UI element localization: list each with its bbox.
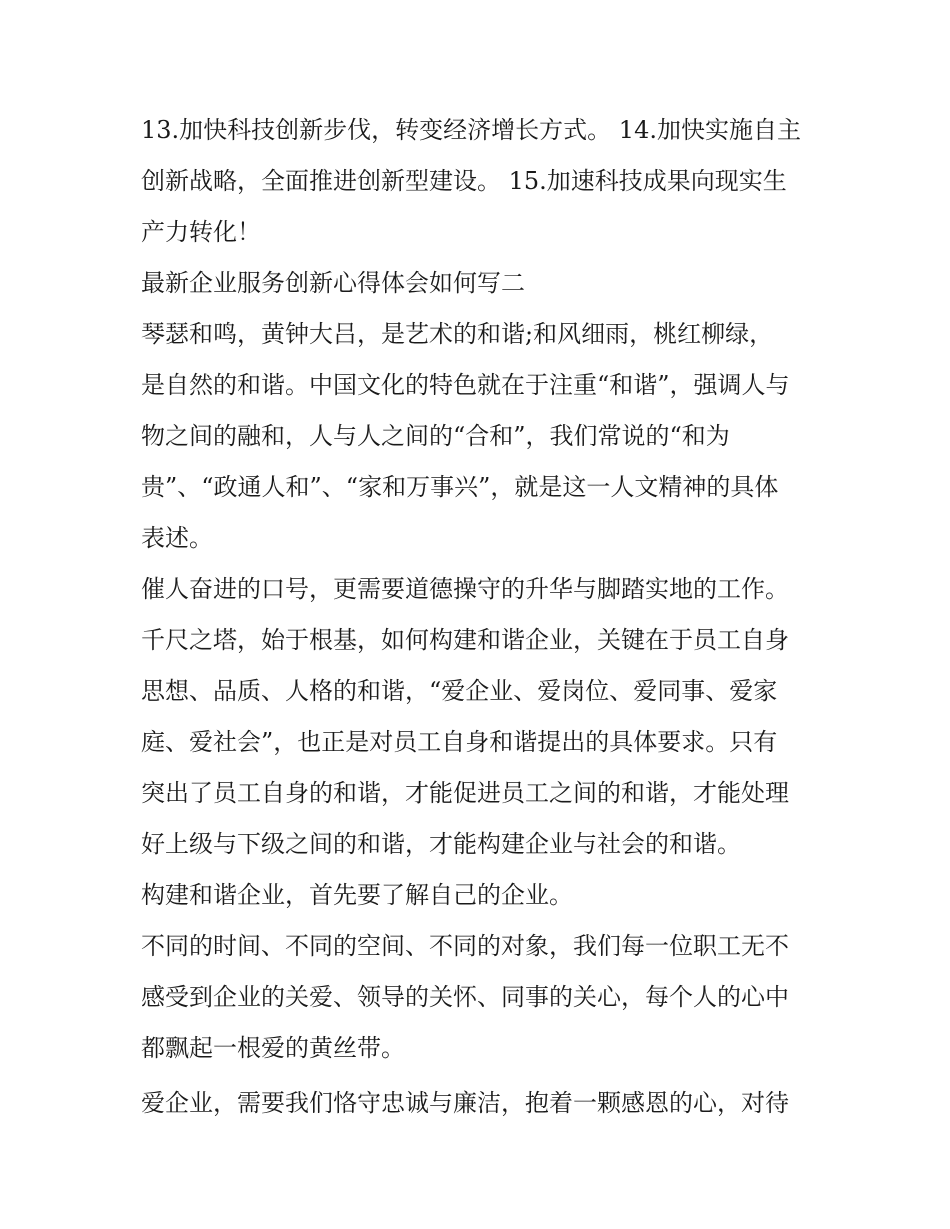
text-line: 贵”、“政通人和”、“家和万事兴”，就是这一人文精神的具体 [141, 473, 779, 501]
text-line: 是自然的和谐。中国文化的特色就在于注重“和谐”，强调人与 [141, 371, 790, 399]
text-line: 物之间的融和，人与人之间的“合和”，我们常说的“和为 [141, 422, 730, 450]
text-line: 感受到企业的关爱、领导的关怀、同事的关心，每个人的心中 [141, 983, 789, 1011]
text-line: 突出了员工自身的和谐，才能促进员工之间的和谐，才能处理 [141, 779, 789, 807]
text-line: 构建和谐企业，首先要了解自己的企业。 [141, 881, 573, 909]
text-line: 思想、品质、人格的和谐，“爱企业、爱岗位、爱同事、爱家 [141, 677, 778, 705]
section-heading: 最新企业服务创新心得体会如何写二 [141, 269, 525, 297]
text-line: 创新战略，全面推进创新型建设。 15.加速科技成果向现实生 [141, 167, 787, 195]
text-line: 爱企业，需要我们恪守忠诚与廉洁，抱着一颗感恩的心，对待 [141, 1089, 789, 1117]
text-line: 表述。 [141, 524, 213, 552]
text-line: 琴瑟和鸣，黄钟大吕，是艺术的和谐;和风细雨，桃红柳绿， [141, 320, 774, 348]
text-line: 千尺之塔，始于根基，如何构建和谐企业，关键在于员工自身 [141, 626, 789, 654]
text-line: 不同的时间、不同的空间、不同的对象，我们每一位职工无不 [141, 932, 789, 960]
text-line: 庭、爱社会”，也正是对员工自身和谐提出的具体要求。只有 [141, 728, 778, 756]
text-line: 好上级与下级之间的和谐，才能构建企业与社会的和谐。 [141, 830, 741, 858]
text-line: 都飘起一根爱的黄丝带。 [141, 1034, 405, 1062]
text-line: 产力转化！ [141, 218, 261, 246]
text-line: 催人奋进的口号，更需要道德操守的升华与脚踏实地的工作。 [141, 575, 789, 603]
text-line: 13.加快科技创新步伐，转变经济增长方式。 14.加快实施自主 [141, 116, 801, 144]
